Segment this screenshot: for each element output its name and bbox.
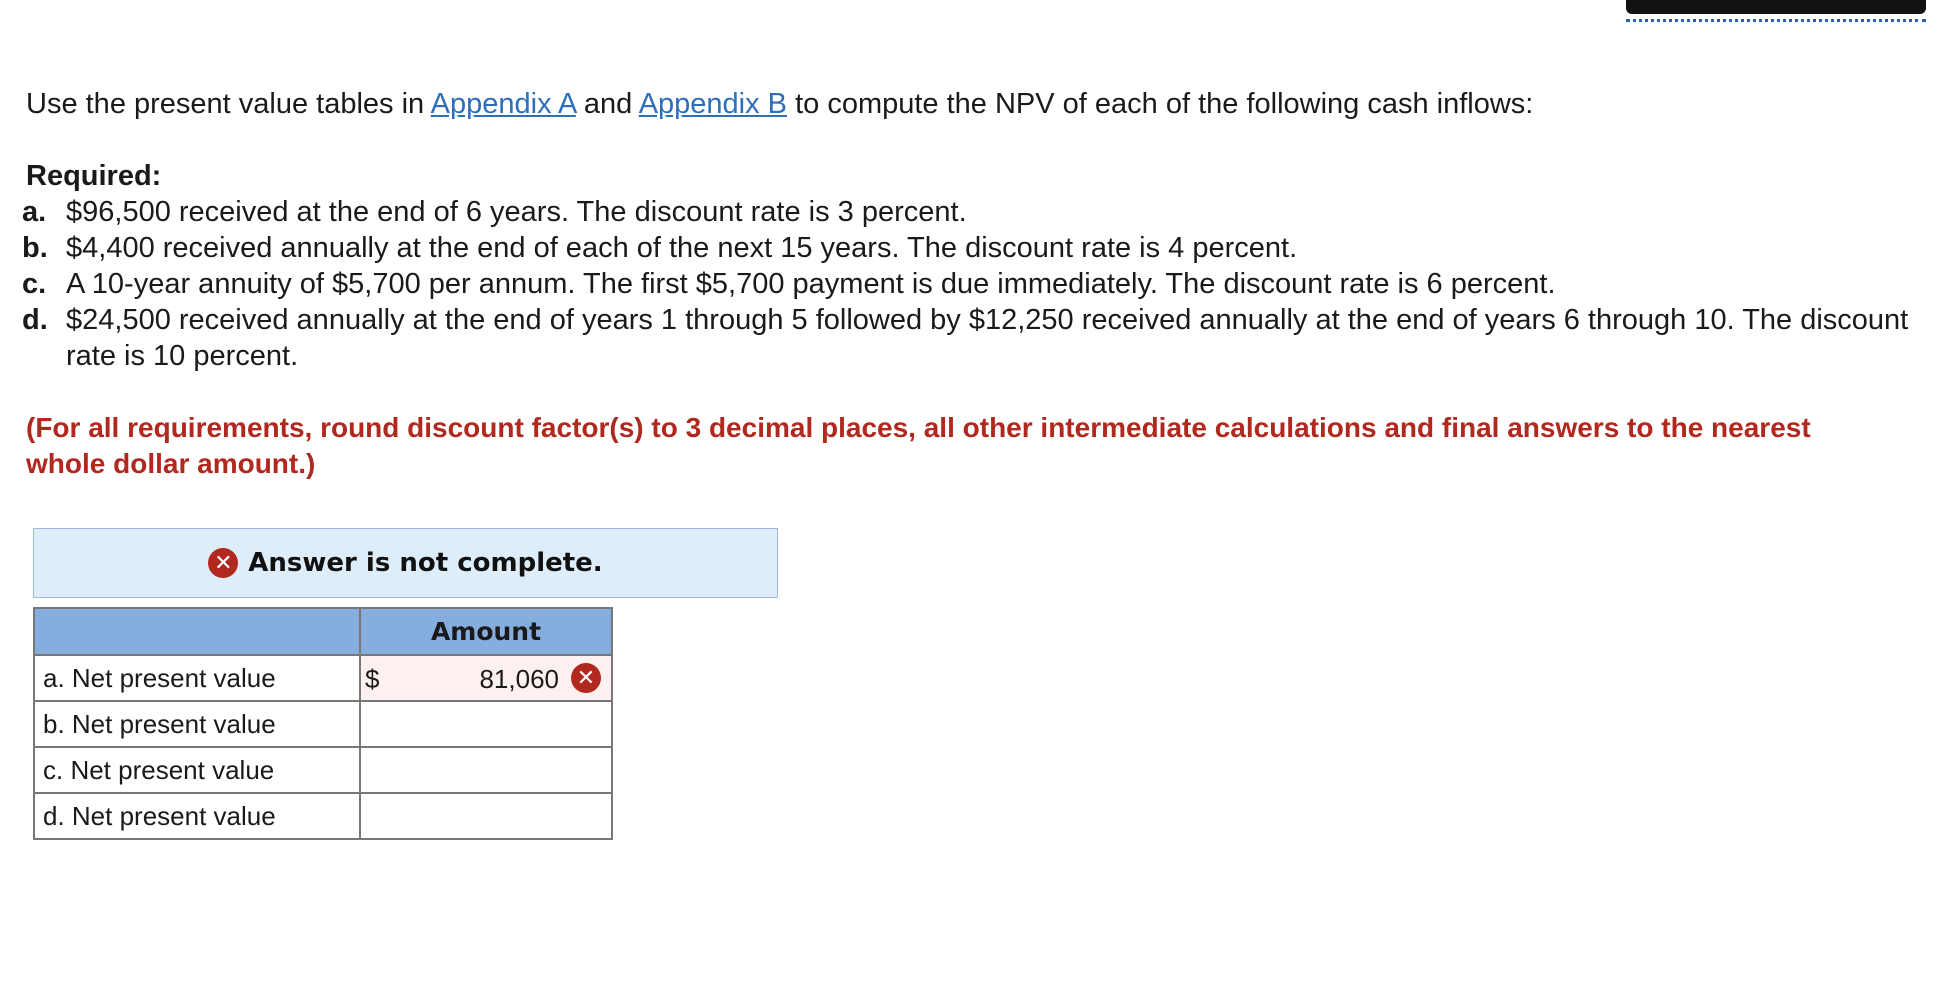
row-label-c: c. Net present value: [34, 747, 360, 793]
requirement-letter: c.: [22, 268, 47, 300]
amount-input-d[interactable]: [360, 793, 612, 839]
currency-symbol: $: [365, 664, 380, 694]
requirement-text: A 10-year annuity of $5,700 per annum. The first $5,700 payment is due immediately. The discount rate is 6 percent.: [66, 268, 1556, 300]
answer-status-text: Answer is not complete.: [248, 548, 603, 578]
requirements-list: [22, 194, 1922, 374]
top-toolbar-focus-outline: [1626, 14, 1926, 22]
amount-value: 81,060: [479, 664, 559, 694]
table-row: [34, 701, 612, 747]
requirement-d: [22, 302, 1922, 374]
incorrect-x-icon: ✕: [571, 663, 601, 693]
prompt-text-after: to compute the NPV of each of the following cash inflows:: [787, 88, 1534, 120]
row-label-b: b. Net present value: [34, 701, 360, 747]
requirement-letter: a.: [22, 196, 47, 228]
prompt-text-before: Use the present value tables in: [26, 88, 431, 120]
table-row: [34, 747, 612, 793]
requirement-text: $96,500 received at the end of 6 years. The discount rate is 3 percent.: [66, 196, 967, 228]
requirement-text: $24,500 received annually at the end of years 1 through 5 followed by $12,250 received annually at the end of years 6 through 10. The discount rate is 10 percent.: [66, 304, 1909, 372]
rounding-instruction: (For all requirements, round discount factor(s) to 3 decimal places, all other intermediate calculations and final answers to the nearest whole dollar amount.): [26, 412, 1811, 479]
requirement-a: [22, 194, 1922, 230]
header-label-cell: [34, 608, 360, 655]
requirement-c: [22, 266, 1922, 302]
appendix-a-link[interactable]: Appendix A: [430, 88, 576, 120]
table-row: [34, 793, 612, 839]
row-label-d: d. Net present value: [34, 793, 360, 839]
requirement-letter: d.: [22, 304, 48, 336]
answer-status-banner: [33, 528, 778, 598]
table-header-row: [34, 608, 612, 655]
amount-input-c[interactable]: [360, 747, 612, 793]
x-circle-icon: ✕: [208, 548, 238, 578]
amount-input-b[interactable]: [360, 701, 612, 747]
amount-input-a[interactable]: [360, 655, 612, 701]
requirement-b: [22, 230, 1922, 266]
requirement-letter: b.: [22, 232, 48, 264]
header-amount-cell: Amount: [360, 608, 612, 655]
row-label-a: a. Net present value: [34, 655, 360, 701]
top-toolbar-bar: [1626, 0, 1926, 14]
required-heading: Required:: [26, 160, 162, 192]
answer-table: [33, 607, 613, 840]
question-prompt: [26, 86, 1533, 122]
appendix-b-link[interactable]: Appendix B: [638, 88, 788, 120]
requirement-text: $4,400 received annually at the end of each of the next 15 years. The discount rate is 4 percent.: [66, 232, 1298, 264]
prompt-text-middle: and: [575, 88, 639, 120]
table-row: [34, 655, 612, 701]
